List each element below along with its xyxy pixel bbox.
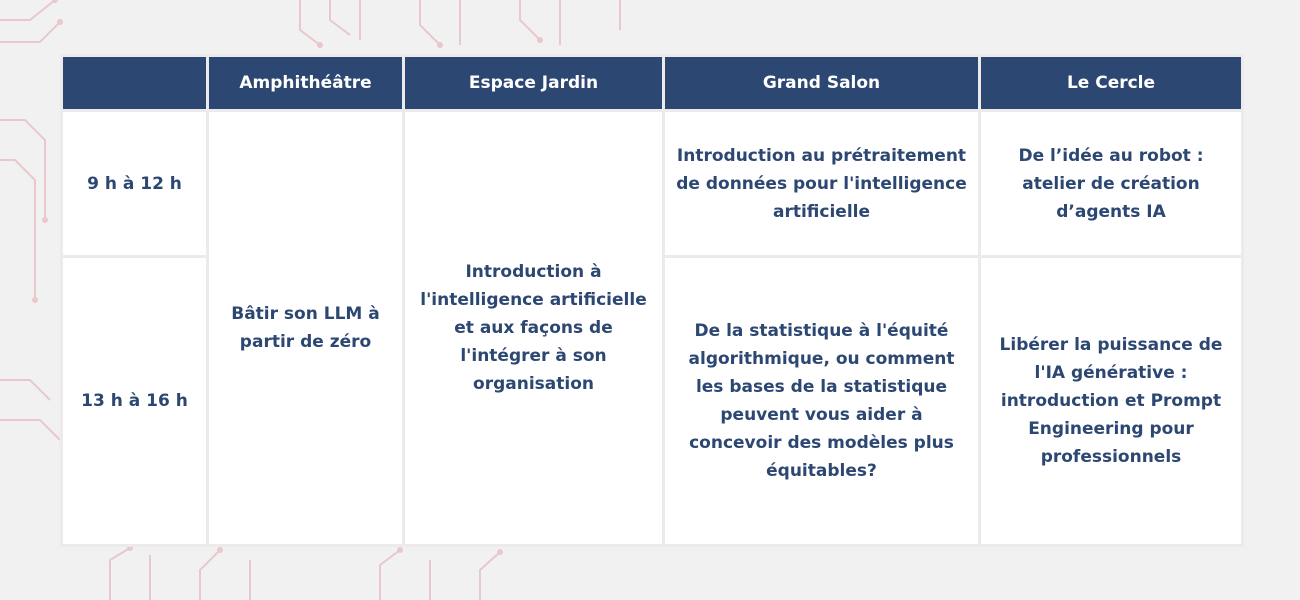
session-le-cercle-afternoon: Libérer la puissance de l'IA générative : introduction et Prompt Engineering pour professionnels [981, 258, 1241, 544]
column-header-espace-jardin: Espace Jardin [405, 57, 662, 109]
table-row-morning [63, 112, 1241, 255]
header-row [63, 57, 1241, 109]
session-grand-salon-morning: Introduction au prétraitement de données pour l'intelligence artificielle [665, 112, 978, 255]
column-header-le-cercle: Le Cercle [981, 57, 1241, 109]
session-le-cercle-morning: De l’idée au robot : atelier de création d’agents IA [981, 112, 1241, 255]
time-slot-morning: 9 h à 12 h [63, 112, 206, 255]
time-slot-afternoon: 13 h à 16 h [63, 258, 206, 544]
session-grand-salon-afternoon: De la statistique à l'équité algorithmique, ou comment les bases de la statistique peuvent vous aider à concevoir des modèles plus équitables? [665, 258, 978, 544]
header-corner [63, 57, 206, 109]
column-header-grand-salon: Grand Salon [665, 57, 978, 109]
schedule-table [60, 54, 1244, 547]
session-espace-jardin: Introduction à l'intelligence artificielle et aux façons de l'intégrer à son organisation [405, 112, 662, 544]
column-header-amphitheatre: Amphithéâtre [209, 57, 402, 109]
session-amphitheatre: Bâtir son LLM à partir de zéro [209, 112, 402, 544]
